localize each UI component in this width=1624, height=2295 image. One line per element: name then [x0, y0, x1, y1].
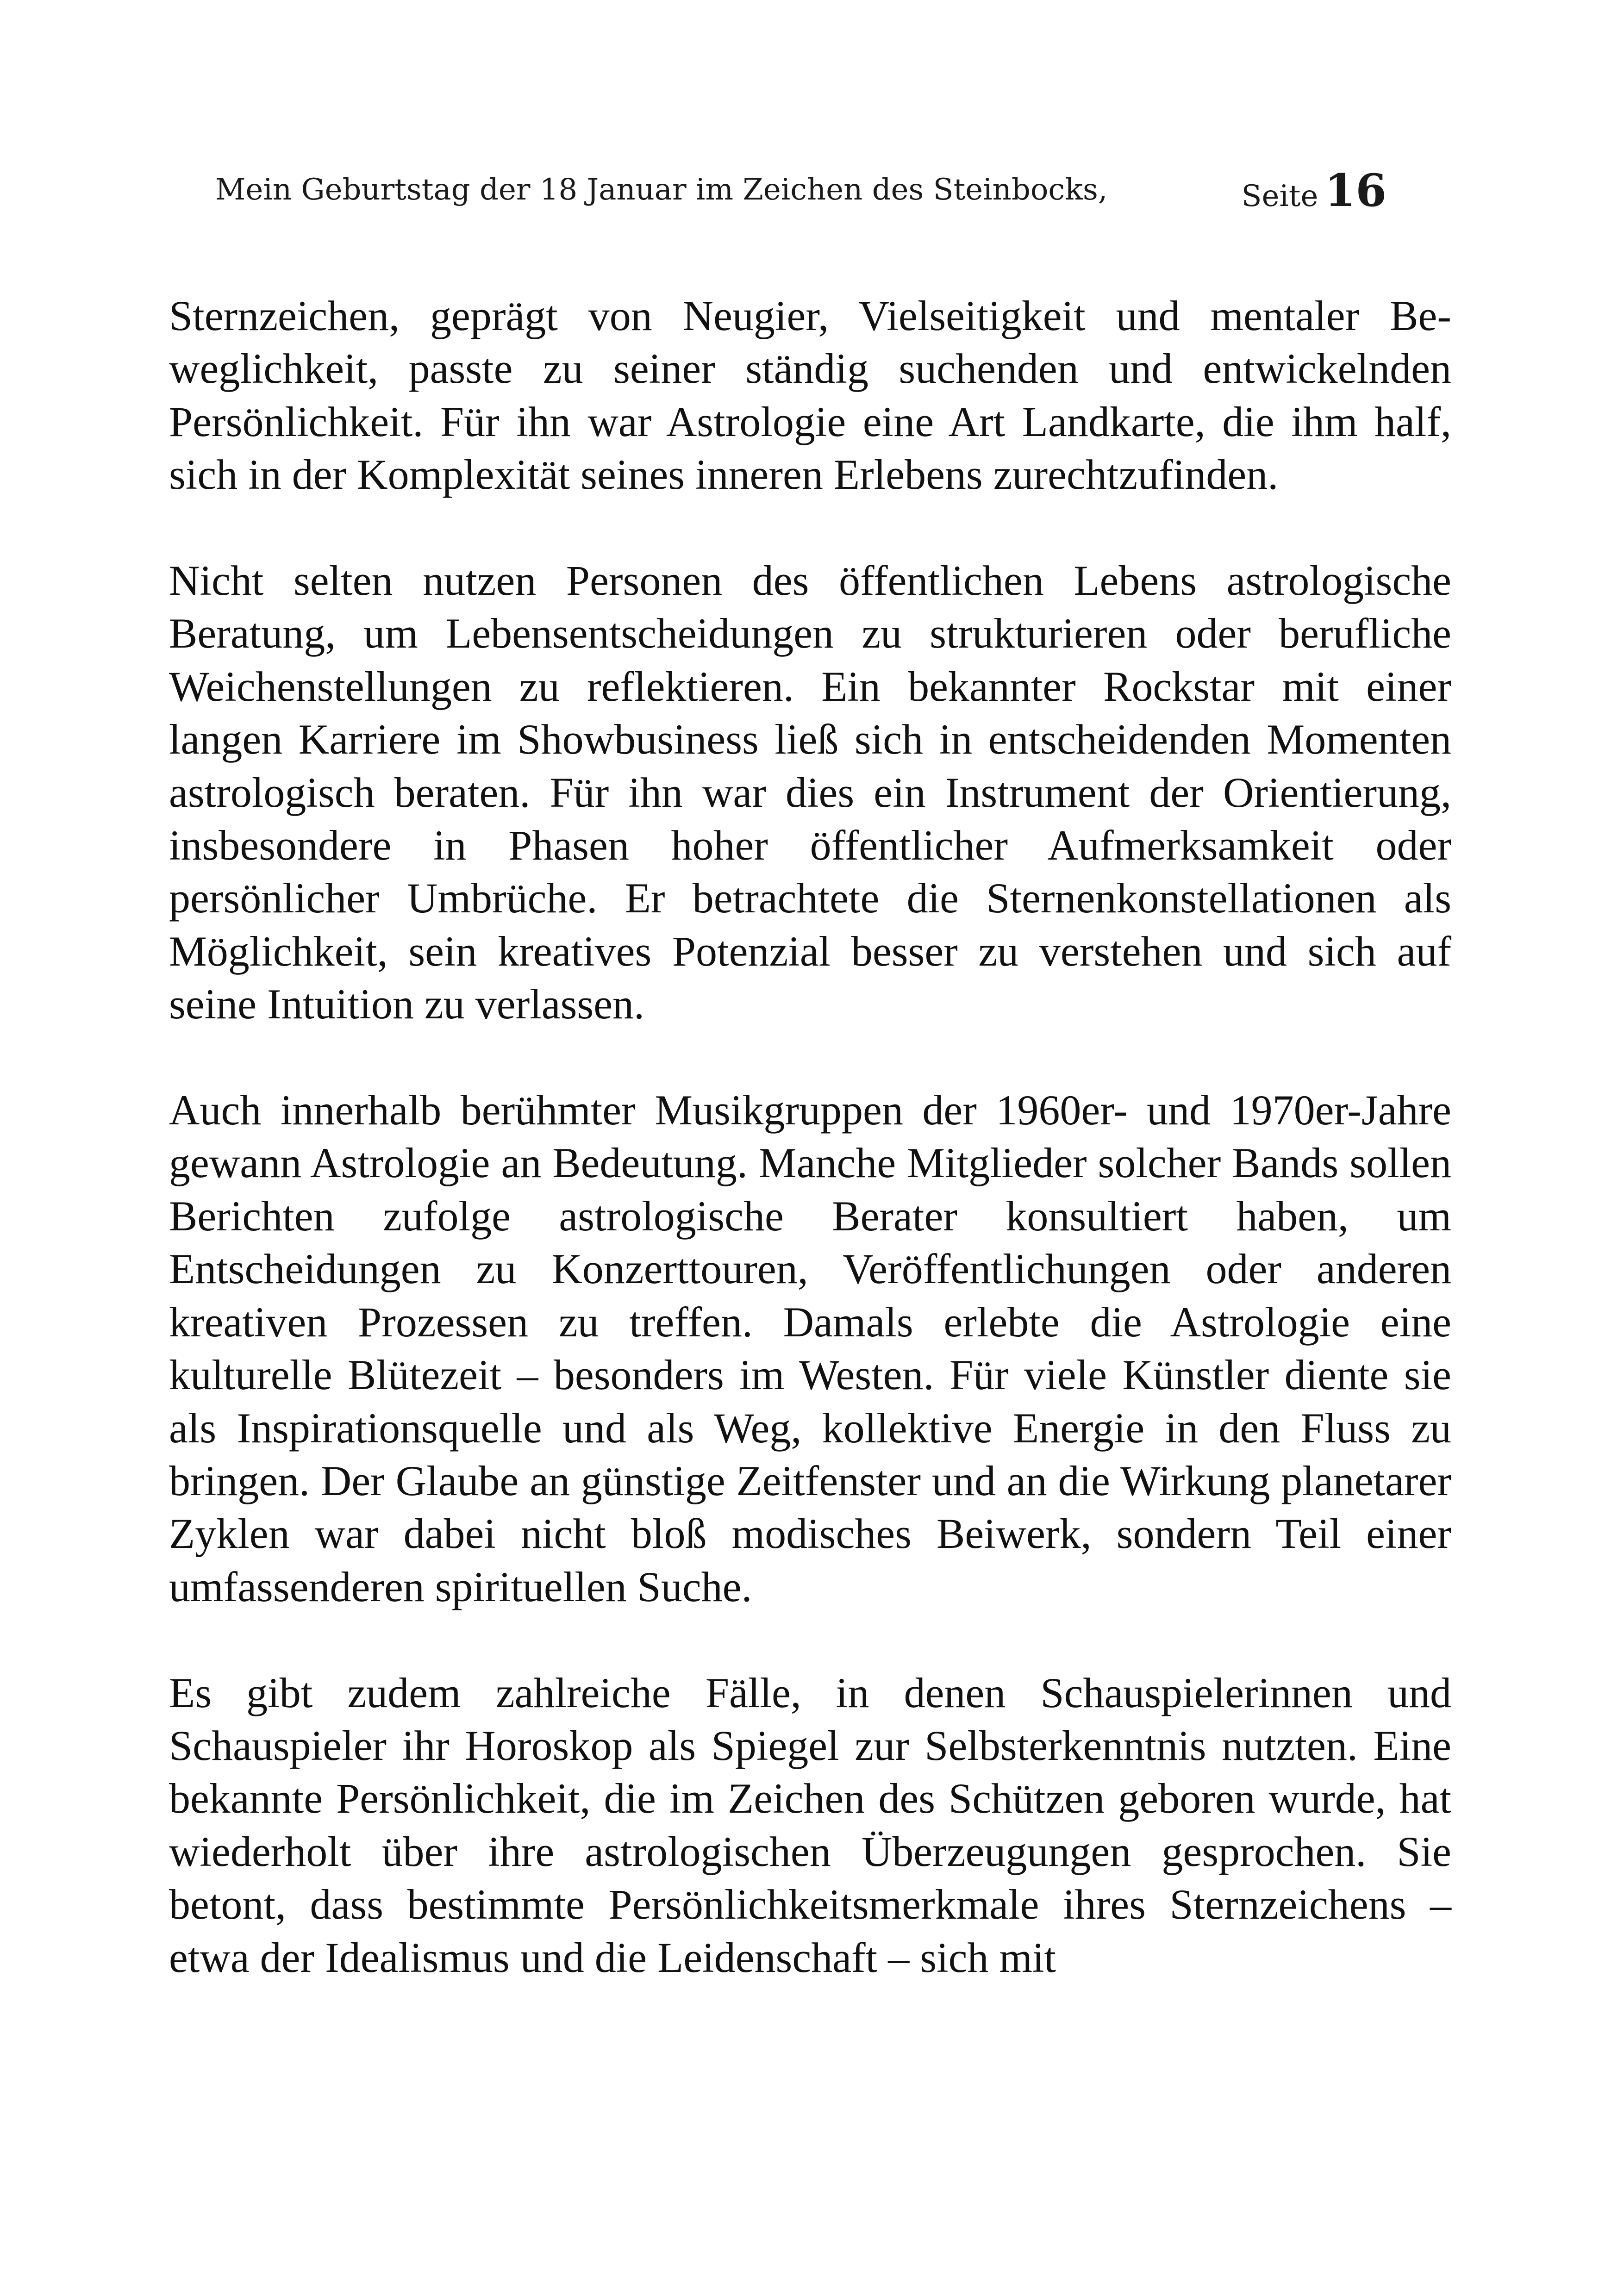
paragraph-2: Nicht selten nutzen Personen des öffentlichen Lebens astrologische Beratung, um Lebensentscheidungen zu strukturieren oder berufliche Weichenstellungen zu reflektieren. Ein bekannter Rockstar mit einer langen Karriere im Showbusiness ließ sich in entscheidenden Momenten astrologisch beraten. Für ihn war dies ein Instrument der Orientierung, insbesondere in Phasen hoher öffentlicher Aufmerksamkeit oder persönlicher Umbrüche. Er betrachtete die Sternenkonstellationen als Möglichkeit, sein kreatives Potenzial besser zu verstehen und sich auf seine Intuition zu verlassen.	[169, 557, 1451, 1028]
page-number: 16	[1324, 164, 1387, 217]
paragraph-3: Auch innerhalb berühmter Musikgruppen der 1960er- und 1970er-Jahre gewann Astrologie an Bedeutung. Manche Mitglieder solcher Bands sollen Berichten zufolge astrologische Berater konsultiert haben, um Entscheidungen zu Konzerttouren, Veröffentlichungen oder anderen kreativen Prozessen zu treffen. Damals erlebte die Astrologie eine kulturelle Blütezeit – besonders im Westen. Für viele Künstler diente sie als Inspirationsquelle und als Weg, kollektive Energie in den Fluss zu bringen. Der Glaube an günstige Zeitfenster und an die Wirkung planetarer Zyklen war dabei nicht bloß modisches Beiwerk, sondern Teil einer umfassenderen spirituellen Suche.	[169, 1086, 1451, 1610]
page-word: Seite	[1241, 179, 1318, 213]
running-title: Mein Geburtstag der 18 Januar im Zeichen des Steinbocks,	[215, 173, 1108, 207]
running-header	[215, 164, 1387, 215]
paragraph-4: Es gibt zudem zahlreiche Fälle, in denen Schauspielerinnen und Schauspieler ihr Horoskop als Spiegel zur Selbsterkenntnis nutzten. Eine bekannte Persönlichkeit, die im Zeichen des Schützen geboren wurde, hat wiederholt über ihre astrologischen Überzeugungen gesprochen. Sie betont, dass bestimmte Persönlichkeitsmerkmale ihres Sternzeichens – etwa der Idealismus und die Leidenschaft – sich mit	[169, 1669, 1451, 1981]
page-label	[1242, 164, 1387, 217]
paragraph-1: Sternzeichen, geprägt von Neugier, Vielseitigkeit und mentaler Beweglichkeit, passte zu seiner ständig suchenden und entwickelnden Persönlichkeit. Für ihn war Astrologie eine Art Landkarte, die ihm half, sich in der Komplexität seines inneren Erlebens zurechtzufinden.	[169, 292, 1451, 499]
body-text	[169, 289, 1451, 1984]
